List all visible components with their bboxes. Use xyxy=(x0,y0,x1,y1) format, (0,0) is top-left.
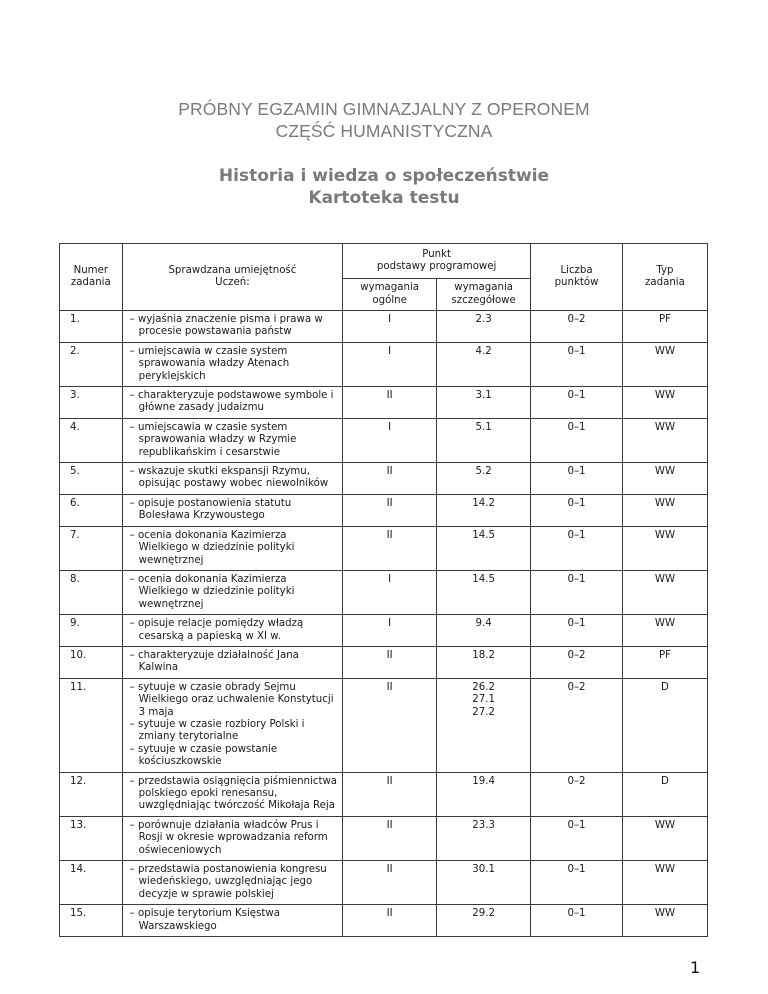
detailed-requirement-item: 27.1 xyxy=(472,694,495,706)
task-type: WW xyxy=(622,387,707,419)
detailed-requirement xyxy=(437,418,531,462)
skill-item: – wskazuje skutki ekspansji Rzymu, opisując postawy wobec niewolników xyxy=(129,466,329,490)
task-number: 13. xyxy=(60,816,123,860)
task-type: WW xyxy=(622,861,707,905)
task-skill xyxy=(122,615,342,647)
task-number: 2. xyxy=(60,342,123,386)
task-number: 11. xyxy=(60,678,123,772)
general-requirement: II xyxy=(343,861,437,905)
detailed-requirement-item: 26.2 xyxy=(472,681,495,693)
table-row xyxy=(60,387,708,419)
task-type: WW xyxy=(622,526,707,570)
table-row xyxy=(60,342,708,386)
general-requirement: II xyxy=(343,494,437,526)
general-requirement: II xyxy=(343,526,437,570)
task-type: PF xyxy=(622,311,707,343)
task-type: PF xyxy=(622,646,707,678)
task-skill xyxy=(122,387,342,419)
task-skill xyxy=(122,816,342,860)
skill-item: – sytuuje w czasie powstanie kościuszkowskie xyxy=(129,743,278,768)
detailed-requirement-item: 5.1 xyxy=(475,421,492,433)
header-curriculum-basis: Punkt podstawy programowej xyxy=(343,244,531,279)
header-number: Numer zadania xyxy=(60,244,123,311)
general-requirement: II xyxy=(343,646,437,678)
general-requirement: I xyxy=(343,570,437,614)
detailed-requirement-item: 14.5 xyxy=(472,529,495,541)
task-type: WW xyxy=(622,342,707,386)
general-requirement: II xyxy=(343,387,437,419)
detailed-requirement-item: 19.4 xyxy=(472,775,495,787)
header-general-requirements: wymagania ogólne xyxy=(343,279,437,311)
detailed-requirement-item: 4.2 xyxy=(475,345,492,357)
general-requirement: II xyxy=(343,678,437,772)
points: 0–1 xyxy=(531,570,623,614)
detailed-requirement xyxy=(437,678,531,772)
task-skill xyxy=(122,463,342,495)
task-skill xyxy=(122,772,342,816)
general-requirement: I xyxy=(343,311,437,343)
table-row xyxy=(60,646,708,678)
header-detailed-requirements: wymagania szczegółowe xyxy=(437,279,531,311)
skill-item: – ocenia dokonania Kazimierza Wielkiego w dziedzinie polityki wewnętrznej xyxy=(129,573,295,610)
skill-item: – opisuje relacje pomiędzy władzą cesarską a papieską w XI w. xyxy=(129,618,304,642)
table-row xyxy=(60,418,708,462)
task-skill xyxy=(122,418,342,462)
skill-item: – umiejscawia w czasie system sprawowania władzy Atenach peryklejskich xyxy=(129,345,290,382)
detailed-requirement xyxy=(437,816,531,860)
general-requirement: II xyxy=(343,463,437,495)
general-requirement: I xyxy=(343,342,437,386)
section-title xyxy=(0,165,768,209)
test-chart-table xyxy=(59,243,708,937)
task-number: 7. xyxy=(60,526,123,570)
header-skill: Sprawdzana umiejętność Uczeń: xyxy=(122,244,342,311)
skill-item: – umiejscawia w czasie system sprawowania władzy w Rzymie republikańskim i cesarstwie xyxy=(129,421,297,458)
task-number: 12. xyxy=(60,772,123,816)
detailed-requirement xyxy=(437,646,531,678)
detailed-requirement xyxy=(437,772,531,816)
detailed-requirement-item: 18.2 xyxy=(472,649,495,661)
task-skill xyxy=(122,905,342,937)
detailed-requirement-item: 29.2 xyxy=(472,908,495,920)
task-number: 1. xyxy=(60,311,123,343)
detailed-requirement-item: 5.2 xyxy=(475,466,492,478)
task-skill xyxy=(122,570,342,614)
detailed-requirement-item: 14.5 xyxy=(472,573,495,585)
points: 0–1 xyxy=(531,463,623,495)
table-row xyxy=(60,494,708,526)
detailed-requirement xyxy=(437,526,531,570)
table-row xyxy=(60,526,708,570)
task-skill xyxy=(122,311,342,343)
detailed-requirement xyxy=(437,570,531,614)
task-number: 6. xyxy=(60,494,123,526)
task-type: WW xyxy=(622,418,707,462)
points: 0–2 xyxy=(531,646,623,678)
task-type: D xyxy=(622,678,707,772)
task-skill xyxy=(122,678,342,772)
table-row xyxy=(60,905,708,937)
task-skill xyxy=(122,494,342,526)
detailed-requirement-item: 27.2 xyxy=(472,706,495,718)
section-title-line1: Historia i wiedza o społeczeństwie xyxy=(218,166,550,186)
table-row xyxy=(60,772,708,816)
detailed-requirement-item: 2.3 xyxy=(475,314,492,325)
task-number: 15. xyxy=(60,905,123,937)
detailed-requirement xyxy=(437,861,531,905)
detailed-requirement-item: 9.4 xyxy=(475,618,492,630)
detailed-requirement xyxy=(437,905,531,937)
task-type: WW xyxy=(622,816,707,860)
task-number: 5. xyxy=(60,463,123,495)
skill-item: – charakteryzuje podstawowe symbole i główne zasady judaizmu xyxy=(129,390,334,414)
detailed-requirement-item: 14.2 xyxy=(472,497,495,509)
points: 0–2 xyxy=(531,311,623,343)
general-requirement: I xyxy=(343,418,437,462)
task-skill xyxy=(122,861,342,905)
table-row xyxy=(60,861,708,905)
task-type: WW xyxy=(622,615,707,647)
points: 0–1 xyxy=(531,615,623,647)
table-row xyxy=(60,311,708,343)
skill-item: – wyjaśnia znaczenie pisma i prawa w procesie powstawania państw xyxy=(129,314,323,338)
detailed-requirement xyxy=(437,342,531,386)
skill-item: – sytuuje w czasie rozbiory Polski i zmiany terytorialne xyxy=(129,718,305,743)
task-skill xyxy=(122,526,342,570)
general-requirement: II xyxy=(343,772,437,816)
task-skill xyxy=(122,646,342,678)
table-row xyxy=(60,678,708,772)
general-requirement: II xyxy=(343,816,437,860)
points: 0–2 xyxy=(531,772,623,816)
exam-title xyxy=(0,98,768,142)
points: 0–1 xyxy=(531,494,623,526)
task-type: WW xyxy=(622,463,707,495)
task-type: WW xyxy=(622,494,707,526)
skill-item: – przedstawia postanowienia kongresu wiedeńskiego, uwzględniając jego decyzje w sprawie polskiej xyxy=(129,864,327,900)
header-points: Liczba punktów xyxy=(531,244,623,311)
table-row xyxy=(60,816,708,860)
detailed-requirement-item: 3.1 xyxy=(475,390,492,402)
general-requirement: I xyxy=(343,615,437,647)
detailed-requirement-item: 23.3 xyxy=(472,819,495,831)
detailed-requirement xyxy=(437,494,531,526)
points: 0–1 xyxy=(531,905,623,937)
detailed-requirement xyxy=(437,311,531,343)
skill-item: – porównuje działania władców Prus i Rosji w okresie wprowadzania reform oświeceniowych xyxy=(129,819,328,856)
table-row xyxy=(60,570,708,614)
task-skill xyxy=(122,342,342,386)
points: 0–1 xyxy=(531,387,623,419)
exam-title-line1: PRÓBNY EGZAMIN GIMNAZJALNY Z OPERONEM xyxy=(178,99,590,119)
task-number: 3. xyxy=(60,387,123,419)
points: 0–1 xyxy=(531,816,623,860)
task-number: 4. xyxy=(60,418,123,462)
section-title-line2: Kartoteka testu xyxy=(308,188,460,208)
table-header-row xyxy=(60,244,708,279)
points: 0–1 xyxy=(531,342,623,386)
detailed-requirement xyxy=(437,387,531,419)
table-row xyxy=(60,463,708,495)
task-type: D xyxy=(622,772,707,816)
table-row xyxy=(60,615,708,647)
task-type: WW xyxy=(622,905,707,937)
page-number: 1 xyxy=(690,958,701,977)
header-type: Typ zadania xyxy=(622,244,707,311)
detailed-requirement-item: 30.1 xyxy=(472,864,495,876)
skill-item: – opisuje terytorium Księstwa Warszawskiego xyxy=(129,908,280,932)
skill-item: – ocenia dokonania Kazimierza Wielkiego w dziedzinie polityki wewnętrznej xyxy=(129,529,295,566)
skill-item: – przedstawia osiągnięcia piśmiennictwa polskiego epoki renesansu, uwzględniając twórczość Mikołaja Reja xyxy=(129,775,338,812)
points: 0–1 xyxy=(531,861,623,905)
points: 0–1 xyxy=(531,418,623,462)
points: 0–2 xyxy=(531,678,623,772)
skill-item: – charakteryzuje działalność Jana Kalwina xyxy=(129,649,299,674)
detailed-requirement xyxy=(437,615,531,647)
exam-title-line2: CZĘŚĆ HUMANISTYCZNA xyxy=(275,121,493,141)
general-requirement: II xyxy=(343,905,437,937)
points: 0–1 xyxy=(531,526,623,570)
detailed-requirement xyxy=(437,463,531,495)
task-number: 10. xyxy=(60,646,123,678)
task-type: WW xyxy=(622,570,707,614)
skill-item: – sytuuje w czasie obrady Sejmu Wielkiego oraz uchwalenie Konstytucji 3 maja xyxy=(129,681,334,718)
skill-item: – opisuje postanowienia statutu Bolesława Krzywoustego xyxy=(129,497,292,522)
task-number: 9. xyxy=(60,615,123,647)
task-number: 8. xyxy=(60,570,123,614)
task-number: 14. xyxy=(60,861,123,905)
